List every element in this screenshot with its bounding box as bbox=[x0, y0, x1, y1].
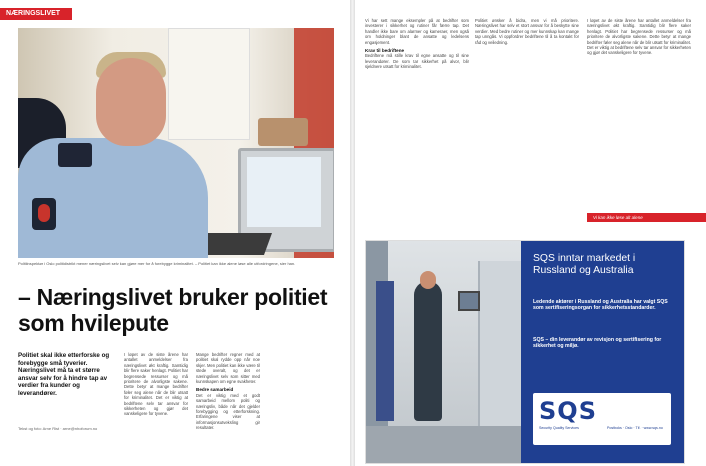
left-page bbox=[0, 0, 350, 466]
body-column-2: Mange bedrifter regner med at politiet skal rydde opp når noe skjer. Men politiet kan ikke være til stede overalt, og det er næringslivet selv som sitter med kunnskapen om egne svakheter. Bedre samarbeid Det er viktig med et godt samarbeid mellom politi og næringsliv, både når det gjelder forebygging og etterforskning. Erfaringene viser at informasjonsutveksling gir resultater. bbox=[196, 352, 260, 431]
body-column-5: I løpet av de siste årene har antallet anmeldelser fra næringslivet økt kraftig. Samtidig blir flere saker henlagt. Politiet har begrensede ressurser og må prioritere de alvorligste sakene. Dette betyr at mange bedrifter føler seg alene når de blir utsatt for kriminalitet. Det er viktig at bedriftene selv tar ansvar for sikkerheten og gjør det vanskeligere for tyvene. bbox=[587, 18, 691, 56]
ad-photo bbox=[366, 241, 521, 463]
article-lead: Politiet skal ikke etterforske og forebygge små tyverier. Næringslivet må ta et større ansvar selv for å hindre tap av verdier fra kunder og leverandører. bbox=[18, 352, 110, 397]
sqs-logo-box bbox=[533, 393, 671, 445]
photo-caption: Politiinspektør i Oslo politidistrikt mener næringslivet selv kan gjøre mer for å forebygge kriminalitet. – Politiet kan ikke alene løse alle utfordringene, sier han. bbox=[18, 261, 296, 266]
body-column-1: I løpet av de siste årene har antallet anmeldelser fra næringslivet økt kraftig. Samtidig blir flere saker henlagt. Politiet har begrensede ressurser og må prioritere de alvorligste sakene. Dette betyr at mange bedrifter føler seg alene når de blir utsatt for kriminalitet. Det er viktig at bedriftene selv tar ansvar for sikkerheten og gjør det vanskeligere for tyvene. bbox=[124, 352, 188, 417]
sqs-advertisement[interactable] bbox=[365, 240, 685, 464]
ad-title: SQS inntar markedet i Russland og Australia bbox=[533, 253, 636, 276]
section-tag: NÆRINGSLIVET bbox=[0, 8, 72, 20]
subheading: Bedre samarbeid bbox=[196, 387, 234, 393]
body-column-3: Vi har sett mange eksempler på at bedrifter som investerer i sikkerhet og rutiner får færre tap. Det handler ikke bare om alarmer og kameraer, men også om holdninger blant de ansatte og ledelsens engasjement. Krav til bedriftene Bedriftene må stille krav til egne ansatte og til sine leverandører. De som tar sikkerhet på alvor, blir sjeldnere utsatt for kriminalitet. bbox=[365, 18, 469, 70]
sqs-logo-subtitle: Security Quality Services bbox=[539, 426, 579, 430]
byline: Tekst og foto: Arne Rist · arne@nhoforum.no bbox=[18, 426, 98, 431]
pull-quote: Vi kan ikke løse alt alene bbox=[587, 213, 706, 222]
article-headline: – Næringslivet bruker politiet som hvilepute bbox=[18, 284, 328, 336]
sqs-logo: SQS bbox=[539, 397, 597, 425]
sqs-contact: Postboks · Oslo · Tlf. · www.sqs.no bbox=[607, 426, 663, 430]
subheading: Krav til bedriftene bbox=[365, 48, 405, 54]
ad-body-1: Ledende aktører i Russland og Australia har valgt SQS som sertifiseringsorgan for sikkerhetsstandarder. bbox=[533, 299, 668, 312]
police-officer-photo bbox=[18, 28, 334, 258]
body-column-4: Politiet ønsker å bidra, men vi må prioritere. Næringslivet har selv et stort ansvar for å beskytte sine verdier. Med bedre rutiner og mer kunnskap kan mange tap unngås. Vi oppfordrer bedriftene til å ta kontakt for råd og veiledning. bbox=[475, 18, 579, 45]
ad-panel bbox=[521, 241, 684, 463]
ad-body-2: SQS – din leverandør av revisjon og sertifisering for sikkerhet og miljø. bbox=[533, 337, 662, 350]
